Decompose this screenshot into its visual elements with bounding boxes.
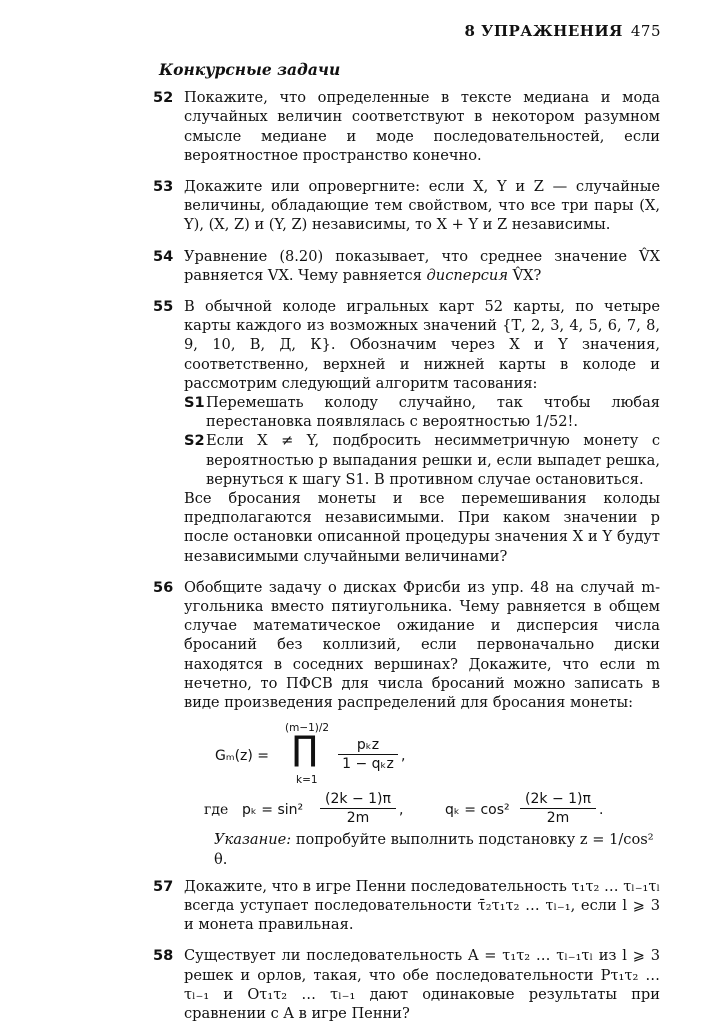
product-symbol: ∏ <box>292 729 318 770</box>
exercise-52 <box>155 88 660 165</box>
exercise-number: 56 <box>153 578 174 596</box>
exercise-number: 58 <box>153 947 174 965</box>
pk-definition: pₖ = sin² <box>242 802 304 819</box>
exercise-text <box>184 247 660 285</box>
algorithm-step-s1 <box>184 393 660 431</box>
product-lower-limit: k=1 <box>296 774 318 787</box>
exercise-number: 57 <box>153 877 174 895</box>
fraction-numerator: pₖz <box>338 737 398 755</box>
exercise-number: 54 <box>153 247 174 265</box>
exercise-54 <box>155 247 660 285</box>
exercise-text: Докажите, что в игре Пенни последовательность τ₁τ₂ … τₗ₋₁τₗ всегда уступает последовательности τ̄₂τ₁τ₂ … τₗ₋₁, если l ⩾ 3 и монета правильная. <box>184 877 660 934</box>
exercise-outro: Все бросания монеты и все перемешивания колоды предполагаются независимыми. При каком значении p после остановки описанной процедуры значения X и Y будут независимыми случайными величинами? <box>184 490 660 565</box>
exercise-text: Существует ли последовательность A = τ₁τ₂ … τₗ₋₁τₗ из l ⩾ 3 решек и орлов, такая, что обе последовательности Pτ₁τ₂ … τₗ₋₁ и Oτ₁τ₂ … τₗ₋₁ дают одинаковые результаты при сравнении с A в игре Пенни? <box>184 947 660 1022</box>
display-formula <box>184 718 660 830</box>
exercise-56 <box>155 578 660 712</box>
exercise-number: 52 <box>153 89 174 107</box>
exercise-55 <box>155 297 660 566</box>
fraction-denominator: 2m <box>346 810 370 827</box>
exercise-text: Докажите или опровергните: если X, Y и Z — случайные величины, обладающие тем свойством, что все три пары (X, Y), (X, Z) и (Y, Z) независимы, то X + Y и Z независимы. <box>184 178 660 234</box>
chapter-title: 8 УПРАЖНЕНИЯ <box>464 22 623 40</box>
exercise-58 <box>155 946 660 1023</box>
exercise-number: 55 <box>153 298 174 316</box>
fraction-numerator: (2k − 1)π <box>520 791 596 809</box>
formula-lhs: Gₘ(z) = <box>215 748 270 765</box>
fraction-denominator: 2m <box>546 810 570 827</box>
step-text: Перемешать колоду случайно, так чтобы любая перестановка появлялась с вероятностью 1/52!. <box>206 394 660 431</box>
exercise-text-part: V̂X? <box>507 266 542 284</box>
formula-separator: , <box>399 802 404 819</box>
step-label: S1 <box>184 394 205 412</box>
fraction-denominator: 1 − qₖz <box>342 756 394 773</box>
step-text: Если X ≠ Y, подбросить несимметричную монету с вероятностью p выпадания решки и, если выпадет решка, вернуться к шагу S1. В противном случае остановиться. <box>206 432 660 488</box>
formula-period: . <box>599 802 604 819</box>
product-upper-limit: (m−1)/2 <box>285 722 330 735</box>
formula-comma: , <box>401 748 406 765</box>
section-title: Конкурсные задачи <box>159 60 341 79</box>
exercise-53 <box>155 177 660 235</box>
exercise-text: Покажите, что определенные в тексте медиана и мода случайных величин соответствуют в некотором разумном смысле медиане и моде последовательностей, если вероятностное пространство конечно. <box>184 89 660 164</box>
emphasis-word: дисперсия <box>426 266 508 284</box>
page-number: 475 <box>630 22 661 40</box>
exercise-text-part: Уравнение (8.20) показывает, что среднее значение V̂X равняется VX. Чему равняется <box>184 247 660 284</box>
exercise-57 <box>155 877 660 935</box>
step-label: S2 <box>184 432 205 450</box>
where-word: где <box>204 802 229 819</box>
page-content <box>155 60 660 1035</box>
hint-label: Указание: <box>214 831 292 849</box>
exercise-intro: В обычной колоде игральных карт 52 карты, по четыре карты каждого из возможных значений {Т, 2, 3, 4, 5, 6, 7, 8, 9, 10, В, Д, К}. Обозначим через X и Y значения, соответственно, верхней и нижней карты в колоде и рассмотрим следующий алгоритм тасования: <box>184 298 660 392</box>
exercise-text: Обобщите задачу о дисках Фрисби из упр. 48 на случай m-угольника вместо пятиугольника. Чему равняется в общем случае математическое ожидание и дисперсия числа бросаний без коллизий, если первоначально диски находятся в соседних вершинах? Докажите, что если m нечетно, то ПФСВ для числа бросаний можно записать в виде произведения распределений для бросания монеты: <box>184 578 660 712</box>
running-header <box>465 22 662 40</box>
fraction-numerator: (2k − 1)π <box>320 791 396 809</box>
exercise-number: 53 <box>153 178 174 196</box>
hint-text: попробуйте выполнить подстановку z = 1/cos² θ. <box>214 831 654 868</box>
qk-definition: qₖ = cos² <box>445 802 510 819</box>
hint <box>184 830 660 868</box>
algorithm-step-s2 <box>184 431 660 489</box>
